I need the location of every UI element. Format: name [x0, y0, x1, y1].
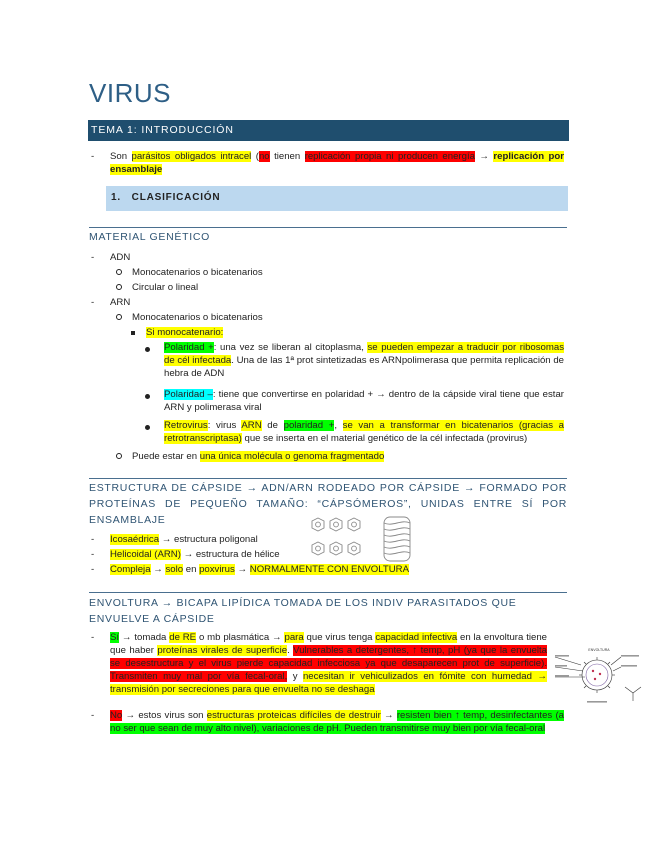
circle-bullet	[116, 281, 122, 294]
si-monocatenario: Si monocatenario:	[146, 327, 224, 338]
tema-header-label: TEMA 1: INTRODUCCIÓN	[91, 124, 234, 136]
retrovirus: Retrovirus: virus ARN de polaridad +, se van a transformar en bicatenarios (gracias a retrotranscriptasa) que se inserta en el material genético de la cél infectada (provirus)	[164, 420, 564, 444]
bullet-dash: -	[91, 151, 95, 162]
dot-bullet	[145, 343, 150, 356]
bullet-dash: -	[91, 297, 95, 308]
divider	[89, 227, 567, 228]
polaridad-positiva: Polaridad +: una vez se liberan al citoplasma, se pueden empezar a traducir por ribosomas de cél infectada. Una de las 1ª prot sintetizadas es ARNpolimerasa que permita replicación de hebra de ADN	[164, 342, 564, 379]
bullet-dash: -	[91, 534, 95, 545]
envoltura-no: No → estos virus son estructuras proteicas difíciles de destruir → resisten bien ↑ temp, desinfectantes (a no ser que sean de muy alto nivel), variaciones de pH. Pueden transmitirse muy bien por vía fecal-oral	[110, 710, 565, 734]
diagram-label: ENVOLTURA	[588, 648, 610, 652]
envoltura-si: Sí → tomada de RE o mb plasmática → para que virus tenga capacidad infectiva en la envoltura tiene que haber proteínas virales de superficie. Vulnerables a detergentes, ↑ temp, pH (ya que la envuelta se desestructura y el virus pierde capacidad infecciosa ya que desaparecen prot de superficie). Transmiten muy mal por vía fecal-oral, y necesitan ir vehiculizados en fómite con humedad → transmisión por secreciones para que envuelta no se deshaga	[110, 632, 548, 695]
adn-item-1: Monocatenarios o bicatenarios	[132, 267, 263, 278]
item-arn: ARN	[110, 297, 131, 308]
tema-header	[88, 120, 569, 141]
heading-material-genetico: MATERIAL GENÉTICO	[89, 231, 210, 243]
genoma-fragmentado: Puede estar en una única molécula o genoma fragmentado	[132, 451, 385, 462]
square-bullet	[131, 326, 135, 339]
circle-bullet	[116, 311, 122, 324]
circle-bullet	[116, 266, 122, 279]
enveloped-virus-diagram	[551, 643, 651, 711]
intro-paragraph: Son parásitos obligados intracel (no tienen replicación propia ni producen energía → replicación por ensamblaje	[110, 151, 564, 175]
bullet-dash: -	[91, 252, 95, 263]
bullet-dash: -	[91, 632, 95, 643]
bullet-dash: -	[91, 549, 95, 560]
capside-helicoidal: Helicoidal (ARN) → estructura de hélice	[110, 549, 280, 560]
heading-capside: ESTRUCTURA DE CÁPSIDE → ADN/ARN RODEADO POR CÁPSIDE → FORMADO POR PROTEÍNAS DE PEQUEÑO TAMAÑO: “CÁPSÓMEROS”, UNIDAS ENTRE SÍ POR ENSAMBLAJE	[89, 482, 567, 526]
adn-item-2: Circular o lineal	[132, 282, 199, 293]
arn-item-1: Monocatenarios o bicatenarios	[132, 312, 263, 323]
bullet-dash: -	[91, 564, 95, 575]
capside-compleja: Compleja → solo en poxvirus → NORMALMENTE CON ENVOLTURA	[110, 564, 409, 575]
dot-bullet	[145, 421, 150, 434]
capsid-shapes-illustration	[308, 515, 426, 563]
page-title: VIRUS	[89, 78, 171, 108]
section-clasificacion	[106, 186, 568, 211]
divider	[89, 592, 567, 593]
circle-bullet	[116, 450, 122, 463]
item-adn: ADN	[110, 252, 131, 263]
divider	[89, 478, 567, 479]
dot-bullet	[145, 390, 150, 403]
section-clasificacion-label: 1. CLASIFICACIÓN	[111, 192, 221, 203]
polaridad-negativa: Polaridad –: tiene que convertirse en polaridad + → dentro de la cápside viral tiene que estar ARN y polimerasa viral	[164, 389, 564, 413]
bullet-dash: -	[91, 710, 95, 721]
capside-icosaedrica: Icosaédrica → estructura poligonal	[110, 534, 258, 545]
heading-envoltura: ENVOLTURA → BICAPA LIPÍDICA TOMADA DE LOS INDIV PARASITADOS QUE ENVUELVE A CÁPSIDE	[89, 597, 517, 625]
